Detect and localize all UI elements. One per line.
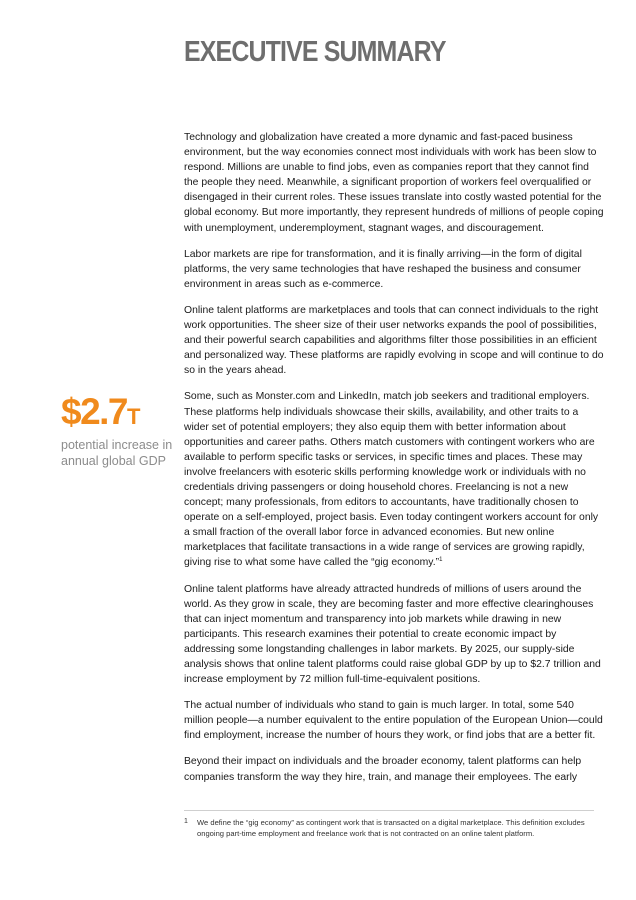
body-text: [184, 130, 604, 796]
footnote: [184, 818, 594, 839]
paragraph: The actual number of individuals who stand to gain is much larger. In total, some 540 million people—a number equivalent to the entire population of the European Union—could find employment, increase the number of hours they work, or find jobs that are a better fit.: [184, 700, 603, 742]
paragraph-with-footnote: [184, 389, 604, 570]
stat-callout: [61, 392, 176, 469]
footnote-text: We define the “gig economy” as contingent work that is transacted on a digital marketplace. This definition excludes ongoing part-time employment and freelance work that is not contracted on an online talent platform.: [197, 818, 585, 838]
stat-caption: potential increase in annual global GDP: [61, 438, 173, 468]
stat-value: [61, 392, 176, 437]
footnote-reference: 1: [439, 557, 443, 564]
paragraph: Online talent platforms are marketplaces and tools that can connect individuals to the right work opportunities. The sheer size of their user networks expands the pool of possibilities, and their powerful search capabilities and algorithms filter those possibilities in an efficient and personalized way. These platforms are rapidly evolving in scope and will continue to do so in the years ahead.: [184, 304, 604, 377]
footnote-divider: [184, 810, 594, 811]
footnote-marker: 1: [184, 818, 188, 825]
page-title: EXECUTIVE SUMMARY: [184, 36, 446, 68]
paragraph: Technology and globalization have created a more dynamic and fast-paced business environment, but the way economies connect most individuals with work has been slow to respond. Millions are unable to find jobs, even as companies report that they cannot find the people they need. Meanwhile, a significant proportion of workers feel overqualified or disengaged in their current roles. These issues translate into costly wasted potential for the global economy. But more importantly, they represent hundreds of millions of people coping with unemployment, underemployment, stagnant wages, and discouragement.: [184, 132, 604, 234]
paragraph: Labor markets are ripe for transformation, and it is finally arriving—in the form of digital platforms, the very same technologies that have reshaped the business and consumer environment in areas such as e-commerce.: [184, 248, 582, 290]
paragraph: Online talent platforms have already attracted hundreds of millions of users around the world. As they grow in scale, they are becoming faster and more effective clearinghouses that can inject momentum and transparency into job markets while drawing in new participants. This research examines their potential to create economic impact by addressing some longstanding challenges in labor markets. By 2025, our supply-side analysis shows that online talent platforms could raise global GDP by up to $2.7 trillion and increase employment by 72 million full-time-equivalent positions.: [184, 583, 601, 686]
stat-number: $2.7: [61, 391, 128, 432]
paragraph: Beyond their impact on individuals and the broader economy, talent platforms can help companies transform the way they hire, train, and manage their employees. The early: [184, 756, 582, 783]
stat-unit: T: [127, 404, 141, 429]
paragraph-text: Some, such as Monster.com and LinkedIn, match job seekers and traditional employers. These platforms help individuals showcase their skills, availability, and other traits to a wider set of potential employers; they also equip them with better information about opportunities and career paths. Others match customers with contingent workers who are available to perform specific tasks or services, in specific times and places. These may involve freelancers with esoteric skills performing knowledge work or individuals with no credentials driving passengers or doing household chores. Freelancing is not a new concept; many professionals, from editors to accountants, have traditionally chosen to operate on a self-employed, project basis. Even today contingent workers account for only a small fraction of the overall labor force in advanced economies. But new online marketplaces that facilitate transactions in a wide range of services are growing rapidly, giving rise to what some have called the “gig economy.”: [184, 391, 599, 569]
